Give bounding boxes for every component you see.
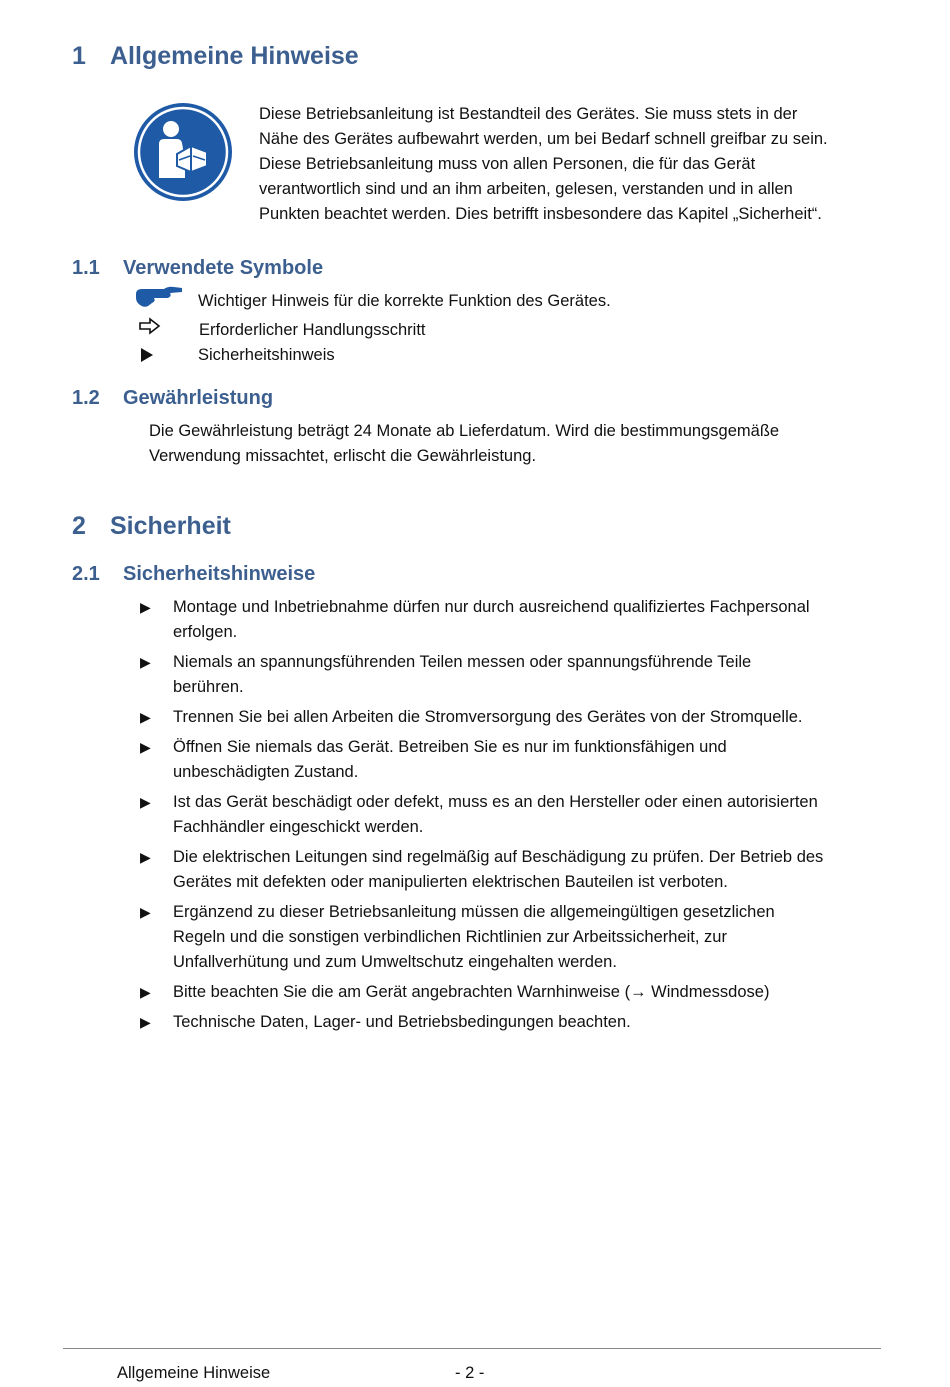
triangle-bullet-icon: ▶ <box>140 849 151 865</box>
section-2-number: 2 <box>72 512 86 540</box>
section-2-heading <box>72 512 472 544</box>
section-1-number: 1 <box>72 42 86 70</box>
list-item: ▶ Bitte beachten Sie die am Gerät angebrachten Warnhinweise (→ Windmessdose) <box>140 980 880 1005</box>
triangle-bullet-icon: ▶ <box>140 739 151 755</box>
safety-instructions-list <box>140 595 880 1040</box>
symbol-safety-text: Sicherheitshinweis <box>198 346 335 364</box>
section-1-2-title: Gewährleistung <box>123 387 274 409</box>
list-item: ▶ Die elektrischen Leitungen sind regelmäßig auf Beschädigung zu prüfen. Der Betrieb des Gerätes mit defekten oder manipulierten elektrischen Bauteilen ist verboten. <box>140 845 880 895</box>
list-item: ▶ Öffnen Sie niemals das Gerät. Betreiben Sie es nur im funktionsfähigen und unbeschädigten Zustand. <box>140 735 880 785</box>
triangle-bullet-icon: ▶ <box>140 654 151 670</box>
section-1-2-number: 1.2 <box>72 387 100 409</box>
list-item: ▶ Niemals an spannungsführenden Teilen messen oder spannungsführende Teile berühren. <box>140 650 880 700</box>
section-1-1-heading <box>72 257 472 283</box>
triangle-bullet-icon: ▶ <box>140 709 151 725</box>
pointing-hand-icon <box>134 284 184 310</box>
footer-divider <box>63 1348 881 1349</box>
section-1-2-heading <box>72 387 472 413</box>
list-item: ▶ Ergänzend zu dieser Betriebsanleitung müssen die allgemeingültigen gesetzlichen Regeln und die sonstigen verbindlichen Richtlinien zur Arbeitssicherheit, zur Unfallverhütung und zum Umweltschutz eingehalten werden. <box>140 900 880 975</box>
symbol-row-safety <box>198 344 335 366</box>
read-manual-icon <box>133 102 233 202</box>
footer-page-number: - 2 - <box>455 1364 485 1382</box>
list-item: ▶ Trennen Sie bei allen Arbeiten die Stromversorgung des Gerätes von der Stromquelle. <box>140 705 880 730</box>
list-item: ▶ Technische Daten, Lager- und Betriebsbedingungen beachten. <box>140 1010 880 1035</box>
symbol-row-step <box>199 319 426 341</box>
list-item: ▶ Montage und Inbetriebnahme dürfen nur durch ausreichend qualifiziertes Fachpersonal erfolgen. <box>140 595 880 645</box>
section-1-1-number: 1.1 <box>72 257 100 279</box>
section-1-heading <box>72 42 472 74</box>
intro-line: Diese Betriebsanleitung muss von allen Personen, die für das Gerät <box>259 155 756 173</box>
section-1-title: Allgemeine Hinweise <box>110 42 359 70</box>
section-2-1-title: Sicherheitshinweise <box>123 563 316 585</box>
outline-arrow-icon <box>138 317 162 335</box>
triangle-bullet-icon: ▶ <box>140 794 151 810</box>
symbol-hint-text: Wichtiger Hinweis für die korrekte Funktion des Gerätes. <box>198 292 611 310</box>
warranty-line: Die Gewährleistung beträgt 24 Monate ab Lieferdatum. Wird die bestimmungsgemäße <box>149 422 780 440</box>
intro-paragraph <box>259 102 899 227</box>
section-1-1-title: Verwendete Symbole <box>123 257 324 279</box>
triangle-bullet-icon: ▶ <box>140 1014 151 1030</box>
triangle-bullet-icon <box>140 347 154 363</box>
triangle-bullet-icon: ▶ <box>140 984 151 1000</box>
symbol-step-text: Erforderlicher Handlungsschritt <box>199 321 426 339</box>
warranty-paragraph <box>149 419 889 469</box>
section-2-1-heading <box>72 563 472 589</box>
list-item: ▶ Ist das Gerät beschädigt oder defekt, muss es an den Hersteller oder einen autorisierten Fachhändler eingeschickt werden. <box>140 790 880 840</box>
warranty-line: Verwendung missachtet, erlischt die Gewährleistung. <box>149 447 537 465</box>
symbol-row-hint <box>198 290 611 312</box>
intro-line: Diese Betriebsanleitung ist Bestandteil des Gerätes. Sie muss stets in der <box>259 105 798 123</box>
intro-line: verantwortlich sind und an ihm arbeiten, gelesen, verstanden und in allen <box>259 180 793 198</box>
section-2-title: Sicherheit <box>110 512 231 540</box>
footer-section-name: Allgemeine Hinweise <box>117 1364 271 1382</box>
triangle-bullet-icon: ▶ <box>140 904 151 920</box>
intro-line: Nähe des Gerätes aufbewahrt werden, um bei Bedarf schnell greifbar zu sein. <box>259 130 828 148</box>
triangle-bullet-icon: ▶ <box>140 599 151 615</box>
section-2-1-number: 2.1 <box>72 563 100 585</box>
intro-line: Punkten beachtet werden. Dies betrifft insbesondere das Kapitel „Sicherheit“. <box>259 205 822 223</box>
